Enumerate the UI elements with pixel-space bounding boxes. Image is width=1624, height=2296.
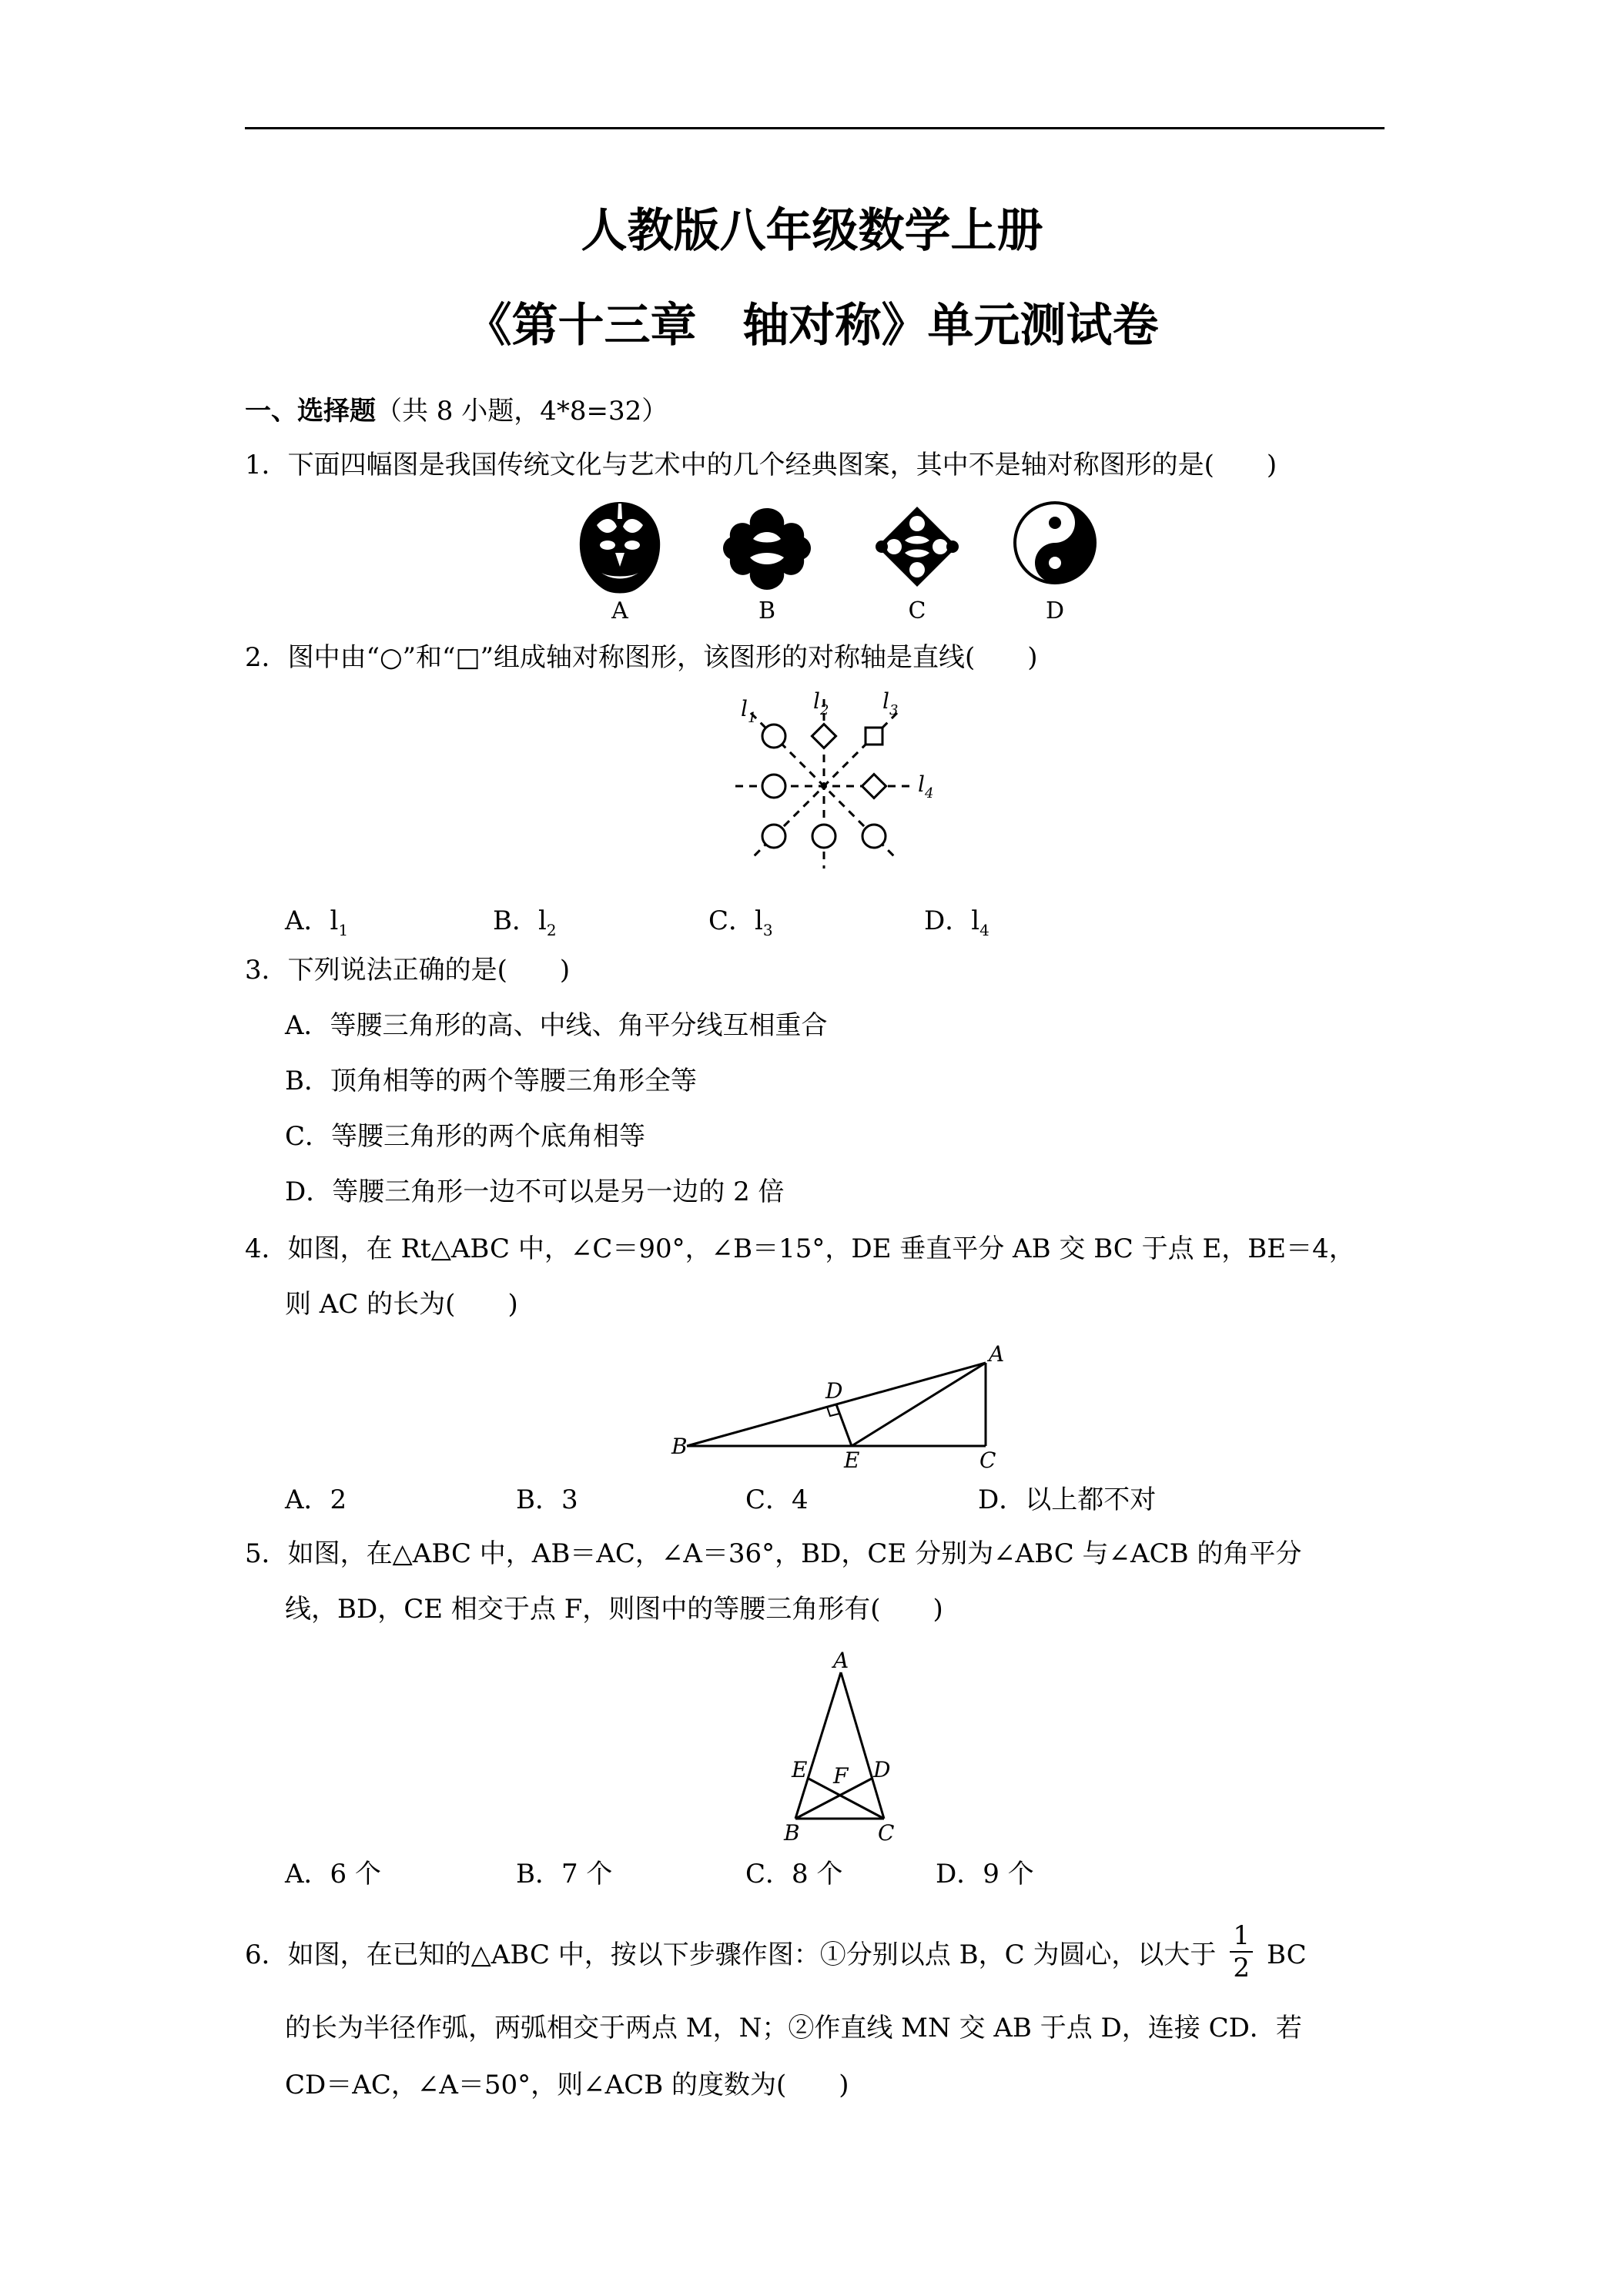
q2-shape: [862, 825, 886, 848]
q2-option-a[interactable]: A．$l_1$: [285, 905, 349, 939]
q1-label-a: A: [611, 597, 628, 624]
q1-pattern-d: [1015, 503, 1095, 583]
q3-option-b[interactable]: B．顶角相等的两个等腰三角形全等: [285, 1066, 697, 1096]
q4-segment-ea: [852, 1363, 986, 1446]
q2-shape: [862, 774, 886, 798]
q4-stem-line2: 则 AC 的长为( ): [285, 1289, 518, 1320]
q2-option-c[interactable]: C．$l_3$: [708, 905, 773, 939]
q1-label-c: C: [908, 597, 926, 624]
q2-shape: [762, 775, 785, 798]
q5-stem-line2: 线，BD，CE 相交于点 F，则图中的等腰三角形有( ): [285, 1594, 943, 1625]
q5-label-b: B: [784, 1820, 800, 1844]
q4-stem-line1: 4．如图，在 Rt△ABC 中，∠C＝90°，∠B＝15°，DE 垂直平分 AB 交 BC 于点 E，BE＝4，: [245, 1233, 1355, 1264]
section-heading-note: （共 8 小题，4*8=32）: [376, 396, 668, 427]
q4-option-d[interactable]: D．以上都不对: [978, 1484, 1157, 1515]
q4-option-a[interactable]: A．2: [285, 1484, 347, 1515]
q5-option-a[interactable]: A．6 个: [285, 1859, 381, 1889]
q6-stem-line3: CD＝AC，∠A＝50°，则∠ACB 的度数为( ): [285, 2070, 849, 2100]
q2-shape: [762, 725, 785, 748]
q2-option-b[interactable]: B．$l_2$: [493, 905, 557, 939]
q5-label-e: E: [792, 1757, 808, 1782]
q3-stem: 3．下列说法正确的是( ): [245, 955, 571, 986]
q3-option-c[interactable]: C．等腰三角形的两个底角相等: [285, 1121, 646, 1152]
q5-side-ab: [795, 1672, 841, 1819]
q5-option-c[interactable]: C．8 个: [745, 1859, 843, 1889]
q2-option-d[interactable]: D．$l_4$: [924, 905, 989, 939]
q4-option-c[interactable]: C．4: [745, 1484, 809, 1515]
q6-fraction: $\frac{1}{2}$: [1230, 1920, 1253, 1983]
q4-label-d: D: [825, 1378, 843, 1404]
q2-fig-label-l2: $l_2$: [813, 688, 829, 718]
q2-shape: [762, 825, 785, 848]
q2-shape: [866, 728, 882, 745]
section-heading-label: 一、选择题: [245, 396, 376, 427]
q4-option-b[interactable]: B．3: [516, 1484, 578, 1515]
q5-stem-line1: 5．如图，在△ABC 中，AB＝AC，∠A＝36°，BD，CE 分别为∠ABC 与∠ACB 的角平分: [245, 1538, 1302, 1569]
q6-stem-line1: 6．如图，在已知的△ABC 中，按以下步骤作图：①分别以点 B，C 为圆心，以大于 $\frac{1}{2}$ BC: [245, 1920, 1307, 1983]
q1-pattern-a: [580, 502, 660, 594]
q2-fig-label-l3: $l_3$: [882, 688, 899, 718]
q3-option-a[interactable]: A．等腰三角形的高、中线、角平分线互相重合: [285, 1010, 828, 1041]
q1-stem: 1．下面四幅图是我国传统文化与艺术中的几个经典图案，其中不是轴对称图形的是( ): [245, 450, 1277, 480]
q1-label-b: B: [758, 597, 776, 624]
title-line2: 《第十三章 轴对称》单元测试卷: [465, 299, 1159, 353]
q2-shape: [812, 724, 835, 748]
q2-figure: [724, 684, 955, 880]
section-heading: [245, 394, 668, 428]
q4-label-a: A: [989, 1341, 1005, 1367]
q5-option-d[interactable]: D．9 个: [936, 1859, 1034, 1889]
top-rule: [245, 127, 1385, 129]
q2-stem: 2．图中由“○”和“□”组成轴对称图形，该图形的对称轴是直线( ): [245, 642, 1038, 673]
q5-label-f: F: [833, 1763, 849, 1789]
q4-label-e: E: [844, 1448, 860, 1469]
q3-option-d[interactable]: D．等腰三角形一边不可以是另一边的 2 倍: [285, 1176, 785, 1207]
q4-figure: [662, 1338, 1016, 1469]
q5-label-a: A: [833, 1648, 849, 1673]
q5-label-c: C: [878, 1820, 895, 1844]
q6-stem-line2: 的长为半径作弧，两弧相交于两点 M，N；②作直线 MN 交 AB 于点 D，连接 CD．若: [285, 2013, 1302, 2043]
q5-figure: [770, 1648, 924, 1844]
q4-label-c: C: [979, 1448, 996, 1469]
q2-fig-label-l1: $l_1$: [741, 696, 757, 726]
title-line1: 人教版八年级数学上册: [581, 204, 1043, 258]
q5-side-ac: [841, 1672, 884, 1819]
q1-label-d: D: [1045, 597, 1065, 624]
q1-pattern-b: [723, 508, 811, 590]
q2-fig-label-l4: $l_4$: [918, 771, 934, 802]
q5-option-b[interactable]: B．7 个: [516, 1859, 613, 1889]
q4-label-b: B: [671, 1434, 688, 1459]
q4-segment-de: [836, 1404, 852, 1446]
q1-pattern-c: [876, 507, 959, 587]
q2-shape: [812, 825, 835, 848]
q5-label-d: D: [873, 1757, 891, 1782]
q1-figure: [562, 497, 1117, 635]
